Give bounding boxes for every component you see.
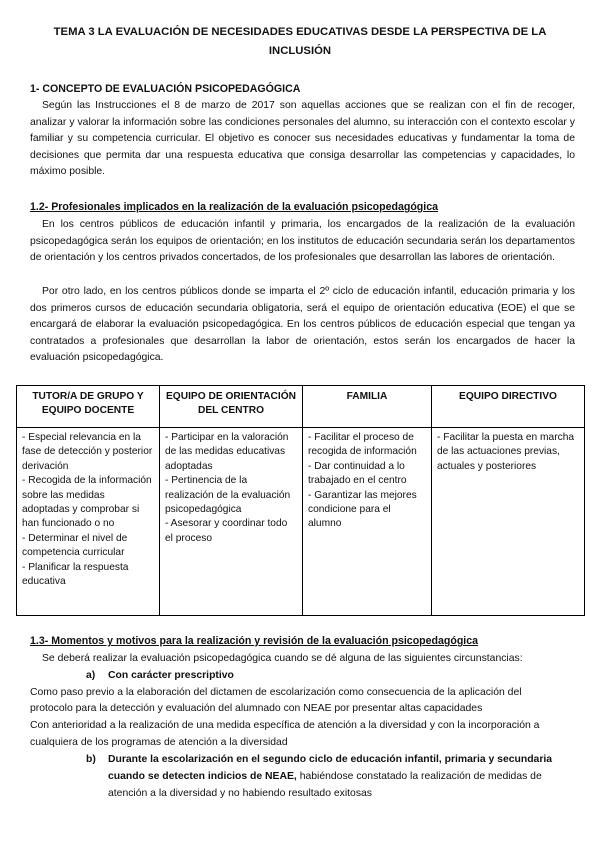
table-cell-directivo xyxy=(432,428,585,616)
document-title xyxy=(20,23,580,61)
section-1-2-heading: 1.2- Profesionales implicados en la realización de la evaluación psicopedagógica xyxy=(30,201,439,213)
item-b-line-2 xyxy=(108,769,542,786)
table-cell-orientacion xyxy=(160,428,303,616)
list-item: - Dar continuidad a lo trabajado en el centro xyxy=(308,460,407,487)
list-item: - Garantizar las mejores condicione para el alumno xyxy=(308,489,417,530)
item-b-rest-line-2: habiéndose constatado la realización de medidas de xyxy=(296,771,542,782)
item-b-line-3: atención a la diversidad y no habiendo resultado exitosas xyxy=(108,788,372,799)
table-cell-familia xyxy=(303,428,432,616)
item-b-label: b) xyxy=(86,754,96,765)
list-item: - Participar en la valoración de las medidas educativas adoptadas xyxy=(165,432,289,472)
table-cell-tutor xyxy=(17,428,160,616)
section-1-2-paragraph-2: Por otro lado, en los centros públicos donde se imparta el 2º ciclo de educación infantil, educación primaria y los dos primeros cursos de educación secundaria obligatoria, será el equipo de orientación educativa (EOE) el que se encargará de elaborar la evaluación psicopedagógica. En los centros públicos de educación especial que tengan ya contratados a profesionales que desarrollan la labor de orientación, estos serán los encargados de hacer la evaluación psicopedagógica. xyxy=(30,286,575,364)
title-line-2: INCLUSIÓN xyxy=(268,45,332,57)
title-line-1: TEMA 3 LA EVALUACIÓN DE NECESIDADES EDUCATIVAS DESDE LA PERSPECTIVA DE LA xyxy=(53,26,547,38)
item-a-text-2-line-1: Con anterioridad a la realización de una medida específica de atención a la diversidad y con la incorporación a xyxy=(30,720,540,731)
table-header-tutor: TUTOR/A DE GRUPO Y EQUIPO DOCENTE xyxy=(17,386,160,428)
section-1-heading: 1- CONCEPTO DE EVALUACIÓN PSICOPEDAGÓGICA xyxy=(30,83,301,95)
item-a-label: a) xyxy=(86,670,96,681)
item-b-bold-line-1: Durante la escolarización en el segundo ciclo de educación infantil, primaria y secundaria xyxy=(108,754,553,765)
section-1-paragraph: Según las Instrucciones el 8 de marzo de 2017 son aquellas acciones que se realizan con el fin de recoger, analizar y valorar la información sobre las condiciones personales del alumno, su interacción con el contexto escolar y familiar y su competencia curricular. El objetivo es conocer sus necesidades educativas y fundamentar la toma de decisiones que permita dar una respuesta educativa que consiga desarrollar las competencias y capacidades, lo máximo posible. xyxy=(30,100,575,178)
table-row xyxy=(17,428,585,616)
section-1-2-paragraph-1: En los centros públicos de educación infantil y primaria, los encargados de la realización de la evaluación psicopedagógica serán los equipos de orientación; en los institutos de educación secundaria serán los departamentos de orientación y los centros privados concertados, de los profesionales que desarrollan las labores de orientación. xyxy=(30,219,575,264)
list-item: - Asesorar y coordinar todo el proceso xyxy=(165,518,288,544)
table-header-familia: FAMILIA xyxy=(303,386,432,428)
item-a-text-1-line-2: protocolo para la detección y evaluación del alumnado con NEAE por presentar altas capacidades xyxy=(30,703,483,714)
list-item: - Especial relevancia en la fase de detección y posterior derivación xyxy=(22,432,153,472)
table-header-row xyxy=(17,386,585,428)
list-item: - Pertinencia de la realización de la evaluación psicopedagógica xyxy=(165,475,291,516)
list-item: - Facilitar la puesta en marcha de las actuaciones previas, actuales y posteriores xyxy=(437,432,575,472)
list-item: - Recogida de la información sobre las medidas adoptadas y comprobar si han funcionado o no xyxy=(22,475,152,530)
item-b-bold-line-2: cuando se detecten indicios de NEAE, xyxy=(108,771,297,782)
list-item: - Facilitar el proceso de recogida de información xyxy=(308,432,417,458)
roles-table xyxy=(16,385,585,616)
item-a-title: Con carácter prescriptivo xyxy=(108,670,234,681)
section-1-3-heading: 1.3- Momentos y motivos para la realización y revisión de la evaluación psicopedagógica xyxy=(30,635,479,647)
table-header-directivo: EQUIPO DIRECTIVO xyxy=(432,386,585,428)
item-a-text-1-line-1: Como paso previo a la elaboración del dictamen de escolarización como consecuencia de la aplicación del xyxy=(30,687,522,698)
list-item: - Determinar el nivel de competencia curricular xyxy=(22,532,128,559)
section-1-3-intro: Se deberá realizar la evaluación psicopedagógica cuando se dé alguna de las siguientes circunstancias: xyxy=(42,653,523,664)
list-item: - Planificar la respuesta educativa xyxy=(22,561,129,588)
table-header-orientacion: EQUIPO DE ORIENTACIÓN DEL CENTRO xyxy=(160,386,303,428)
item-a-text-2-line-2: cualquiera de los programas de atención a la diversidad xyxy=(30,737,288,748)
